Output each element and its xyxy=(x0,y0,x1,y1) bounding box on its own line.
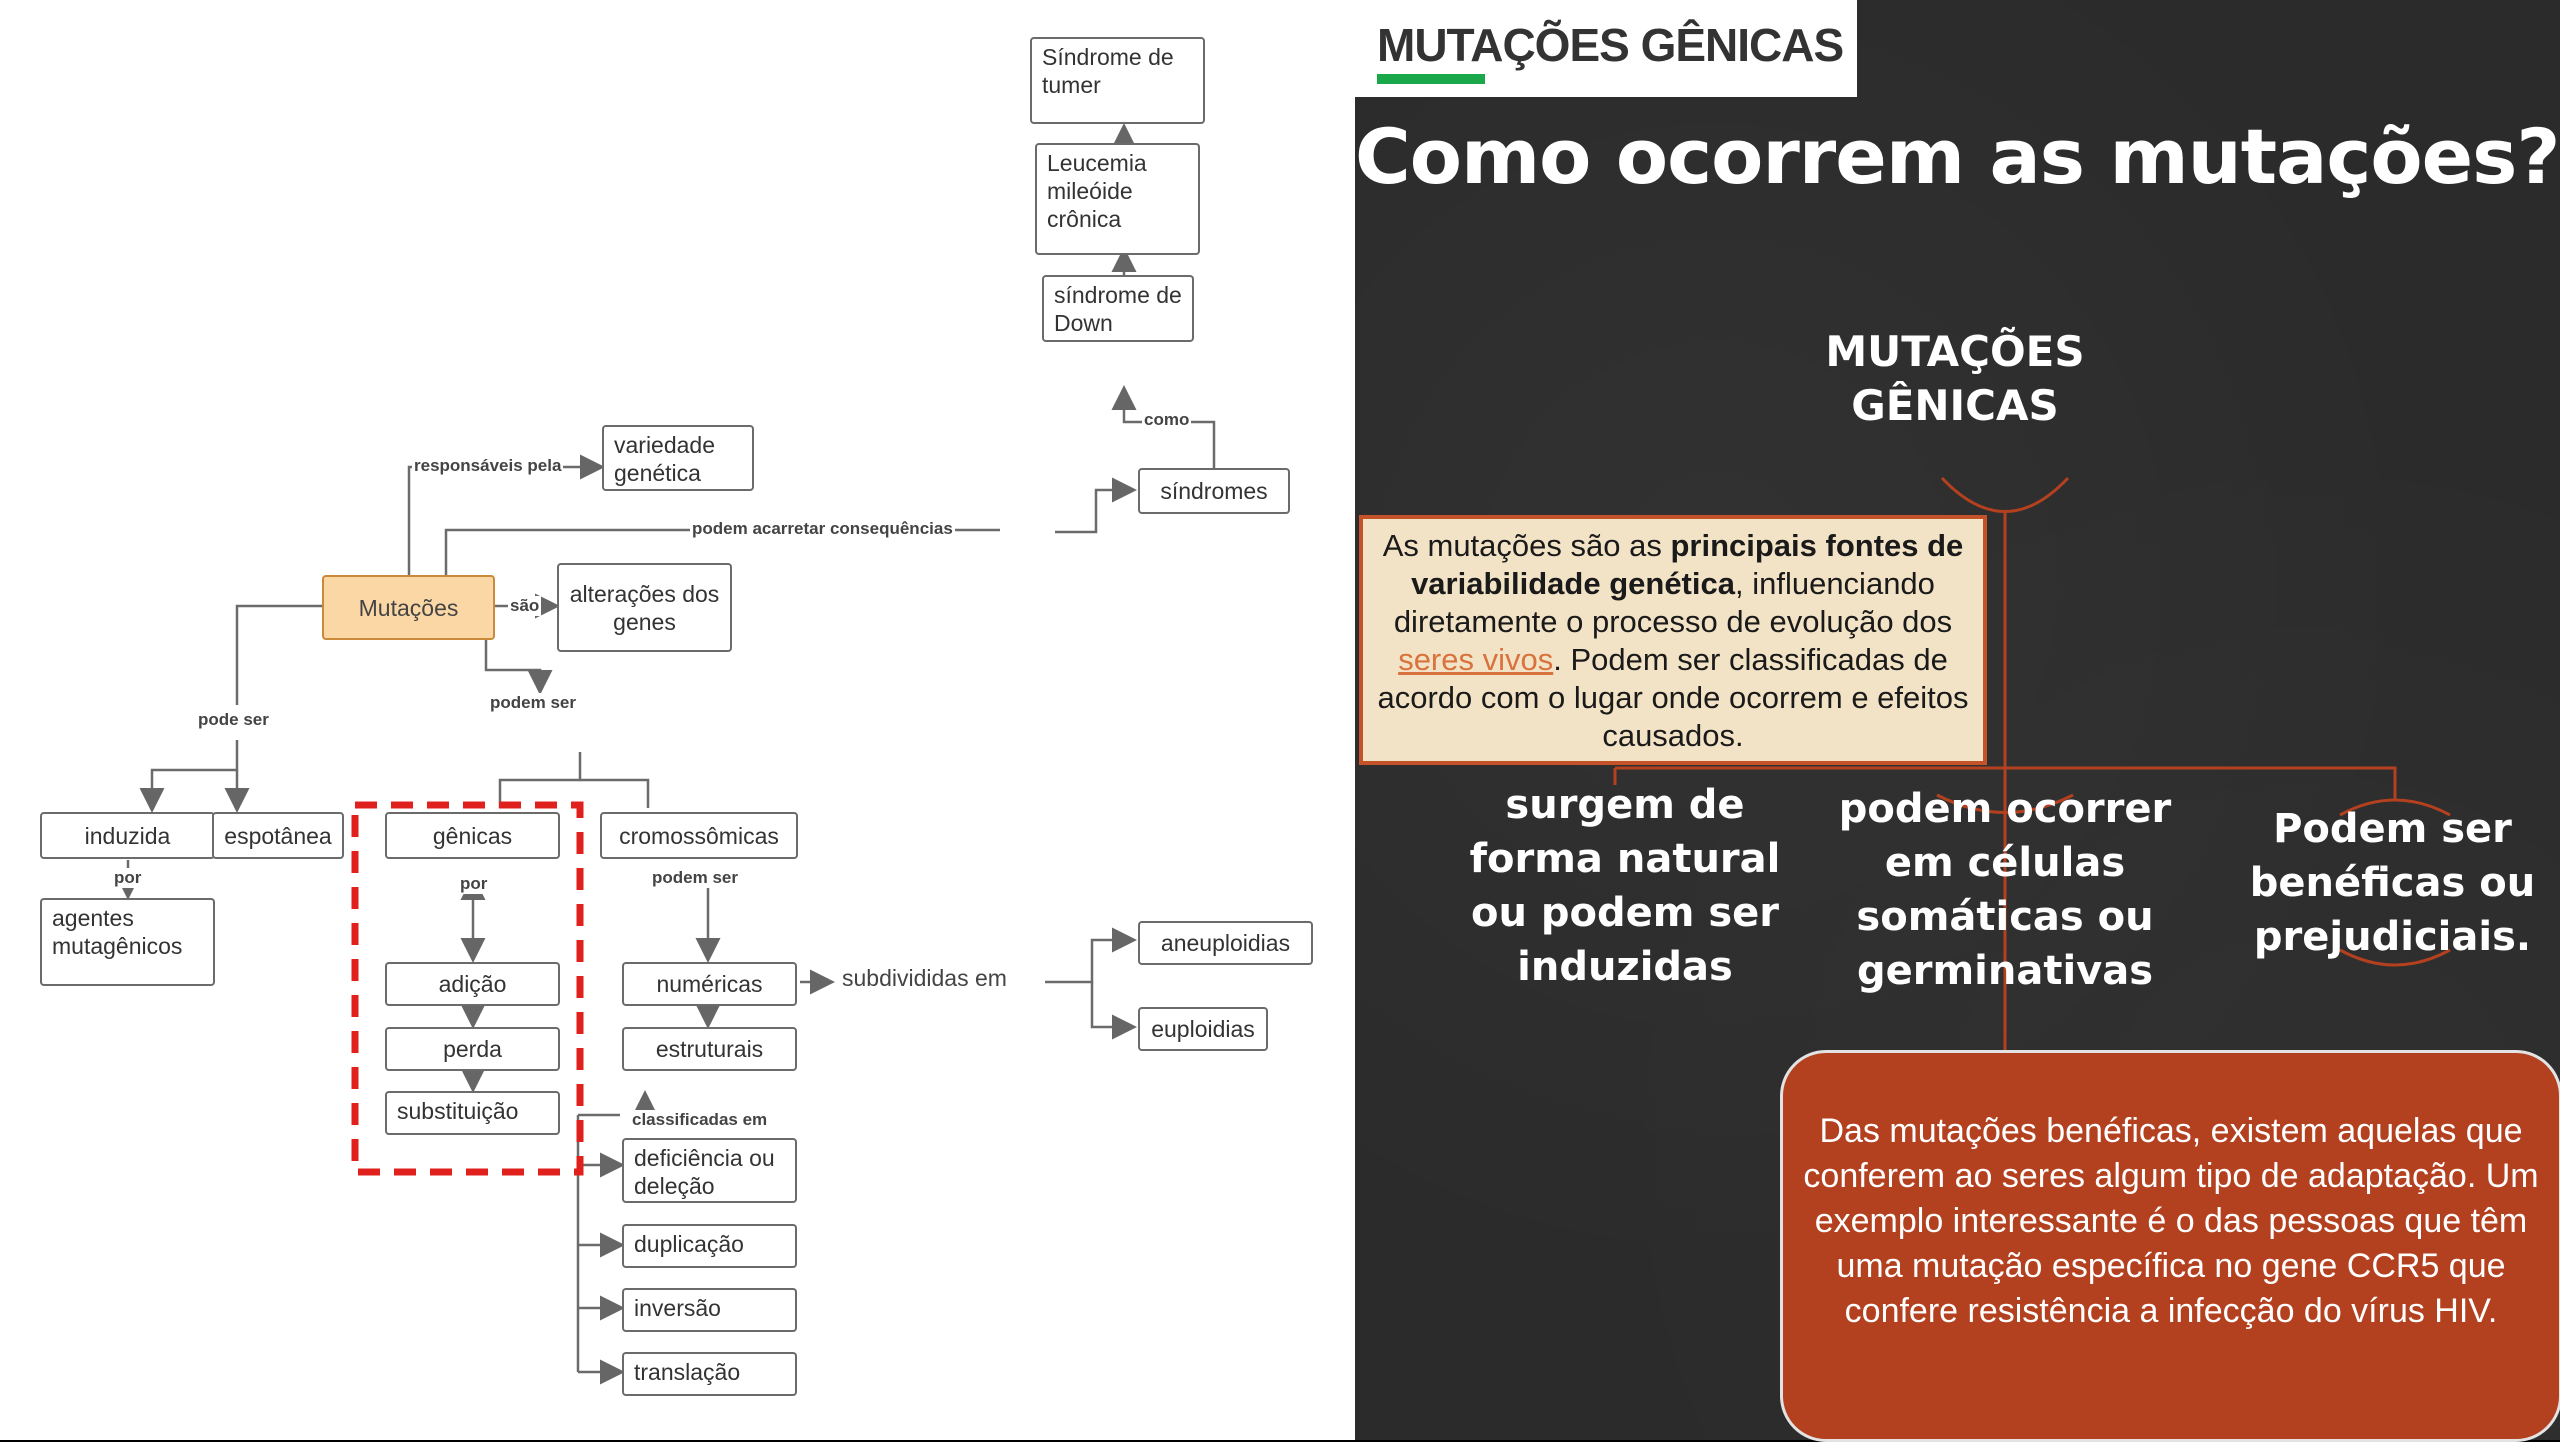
node-estruturais: estruturais xyxy=(622,1027,797,1071)
edge-label-como: como xyxy=(1144,410,1190,429)
node-sindromes: síndromes xyxy=(1138,468,1290,514)
node-euploidias: euploidias xyxy=(1138,1007,1268,1051)
slide-tag-underline xyxy=(1377,74,1485,84)
edge-label-por-agentes: por xyxy=(114,868,142,887)
slide-panel xyxy=(1355,0,2560,1440)
info-text-2: , influenciando diretamente o processo de evolução dos xyxy=(1393,566,1953,639)
info-box xyxy=(1359,515,1987,765)
edge-label-responsaveis: responsáveis pela xyxy=(414,456,562,475)
hub-title: MUTAÇÕES GÊNICAS xyxy=(1825,327,2085,430)
slide-tag xyxy=(1355,0,1857,97)
info-text-bold: principais fontes de variabilidade genética xyxy=(1411,528,1964,601)
node-delecao: deficiência ou deleção xyxy=(622,1138,797,1203)
edge-label-sao: são xyxy=(510,596,540,615)
branch-origin: surgem de forma natural ou podem ser induzidas xyxy=(1469,782,1781,990)
info-text-1: As mutações são as xyxy=(1382,528,1671,563)
info-text-3: . Podem ser classificadas de acordo com o lugar onde ocorrem e efeitos causados. xyxy=(1377,642,1969,753)
branch-effect: Podem ser benéficas ou prejudiciais. xyxy=(2249,806,2536,960)
edge-label-subdivididas: subdivididas em xyxy=(842,965,1007,991)
edge-label-podem-ser: podem ser xyxy=(490,693,576,712)
node-duplicacao: duplicação xyxy=(622,1224,797,1268)
branch-cell-type: podem ocorrer em células somáticas ou germinativas xyxy=(1838,786,2172,994)
node-cromossomicas: cromossômicas xyxy=(600,812,798,859)
slide-tag-text: MUTAÇÕES GÊNICAS xyxy=(1377,19,1844,71)
node-substituicao: substituição xyxy=(385,1091,560,1135)
node-espontanea: espotânea xyxy=(212,812,344,859)
slide-title: Como ocorrem as mutações? xyxy=(1355,112,2560,201)
edge-label-pode-ser: pode ser xyxy=(198,710,269,729)
node-adicao: adição xyxy=(385,962,560,1006)
node-genicas: gênicas xyxy=(385,812,560,859)
node-alteracoes-genes: alterações dos genes xyxy=(557,563,732,652)
node-perda: perda xyxy=(385,1027,560,1071)
node-leucemia: Leucemia mileóide crônica xyxy=(1035,143,1200,255)
node-aneuploidias: aneuploidias xyxy=(1138,921,1313,965)
edge-label-classificadas: classificadas em xyxy=(632,1110,768,1129)
node-sindrome-down: síndrome de Down xyxy=(1042,275,1194,342)
node-mutacoes-root: Mutações xyxy=(322,575,495,640)
node-numericas: numéricas xyxy=(622,962,797,1006)
node-agentes-mutagenicos: agentes mutagênicos xyxy=(40,898,215,986)
node-induzida: induzida xyxy=(40,812,215,859)
edge-label-podem-ser-crom: podem ser xyxy=(652,868,738,887)
edge-label-por-genicas: por xyxy=(460,874,488,893)
node-inversao: inversão xyxy=(622,1288,797,1332)
example-box: Das mutações benéficas, existem aquelas que conferem ao seres algum tipo de adaptação. Um exemplo interessante é o das pessoas que têm uma mutação específica no gene CCR5 que confere resistência a infecção do vírus HIV. xyxy=(1780,1050,2560,1442)
edge-label-consequencias: podem acarretar consequências xyxy=(692,519,953,538)
seres-vivos-link[interactable]: seres vivos xyxy=(1398,642,1554,677)
node-translacao: translação xyxy=(622,1352,797,1396)
node-variedade-genetica: variedade genética xyxy=(602,425,754,491)
node-sindrome-turner: Síndrome de tumer xyxy=(1030,37,1205,124)
